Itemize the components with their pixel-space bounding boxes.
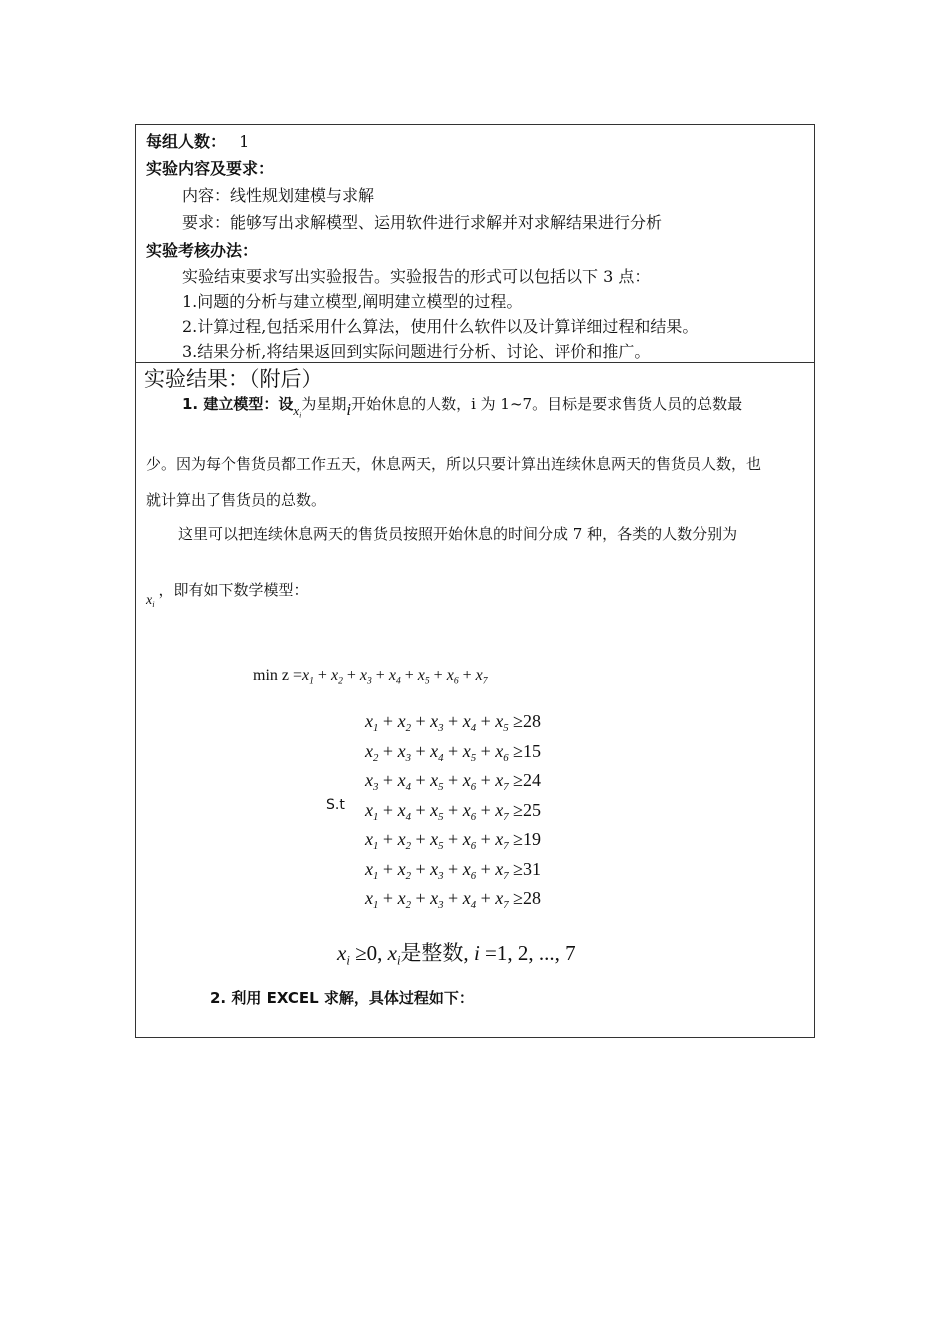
constraint-var: $x_5$: [462, 740, 477, 764]
constraint-var: $x_7$: [495, 888, 509, 911]
constraint-var: $x_5$: [430, 799, 444, 823]
constraint-var: $x_1$: [365, 829, 379, 852]
st-label: S.t: [326, 797, 345, 813]
excel-heading: 2. 利用 EXCEL 求解，具体过程如下：: [210, 989, 474, 1007]
results-heading: 实验结果：（附后）: [144, 367, 323, 391]
model-line-4: 这里可以把连续休息两天的售货员按照开始休息的时间分成 7 种，各类的人数分别为: [178, 525, 738, 543]
constraint-var: $x_7$: [495, 799, 509, 823]
plus-sign: +: [476, 858, 496, 879]
plus-sign: +: [443, 829, 463, 849]
plus-sign: +: [410, 740, 431, 761]
constraint-row: [365, 741, 541, 764]
constraint-var: $x_2$: [397, 711, 411, 734]
model-line-1-tail: 开始休息的人数，i 为 1~7。目标是要求售货人员的总数最: [351, 395, 743, 413]
objective-vars: [302, 667, 488, 687]
constraint-var: $x_6$: [462, 799, 477, 823]
requirements-heading: 实验内容及要求：: [146, 159, 275, 178]
plus-sign: +: [342, 667, 360, 684]
constraint-row: [365, 711, 541, 734]
domain-nonneg: ≥0,: [355, 941, 383, 965]
objective-prefix: min z =: [253, 667, 303, 684]
plus-sign: +: [443, 770, 463, 790]
plus-sign: +: [378, 829, 398, 849]
plus-sign: +: [378, 711, 398, 731]
objective-var: $x_5$: [417, 667, 430, 687]
plus-sign: +: [378, 799, 398, 820]
constraint-var: $x_4$: [462, 888, 477, 911]
constraint-rhs: ≥19: [508, 829, 542, 849]
plus-sign: +: [429, 667, 447, 684]
assessment-point-2: 2.计算过程,包括采用什么算法，使用什么软件以及计算详细过程和结果。: [182, 317, 699, 336]
model-label: 1. 建立模型: [182, 395, 264, 413]
plus-sign: +: [410, 829, 431, 849]
assessment-intro: 实验结束要求写出实验报告。实验报告的形式可以包括以下 3 点：: [182, 267, 651, 286]
constraint-rhs: ≥24: [508, 770, 542, 790]
domain-x1: x: [337, 941, 347, 965]
var-x-sub: i: [299, 410, 302, 420]
plus-sign: +: [378, 888, 398, 908]
constraint-var: $x_2$: [397, 858, 411, 882]
constraint-var: $x_2$: [397, 829, 411, 852]
domain-range: =1, 2, ..., 7: [485, 941, 576, 965]
var-xi-letter: x: [146, 593, 153, 608]
requirements-content: 内容：线性规划建模与求解: [182, 186, 375, 205]
constraint-var: $x_3$: [365, 770, 379, 793]
constraint-var: $x_6$: [462, 829, 477, 852]
constraint-var: $x_5$: [495, 711, 509, 734]
constraint-var: $x_7$: [495, 770, 509, 793]
var-xi-sub: i: [152, 599, 155, 609]
constraint-row: [365, 800, 541, 823]
constraint-var: $x_7$: [495, 858, 509, 882]
variable-domain: [337, 937, 576, 968]
plus-sign: +: [476, 888, 496, 908]
constraint-row: [365, 770, 541, 793]
assessment-point-1: 1.问题的分析与建立模型,阐明建立模型的过程。: [182, 292, 523, 311]
constraint-var: $x_6$: [462, 770, 477, 793]
requirements-detail: 要求：能够写出求解模型、运用软件进行求解并对求解结果进行分析: [182, 213, 663, 232]
assessment-heading: 实验考核办法：: [146, 241, 259, 260]
plus-sign: +: [378, 858, 398, 879]
objective-var: $x_7$: [475, 667, 488, 687]
constraint-var: $x_2$: [397, 888, 411, 911]
constraint-var: $x_4$: [430, 740, 444, 764]
var-x-letter: x: [293, 403, 300, 418]
plus-sign: +: [443, 799, 463, 820]
plus-sign: +: [400, 667, 418, 684]
var-i: i: [346, 400, 352, 419]
group-size-value: 1: [239, 132, 250, 151]
plus-sign: +: [410, 888, 431, 908]
constraint-var: $x_4$: [397, 799, 411, 823]
constraint-rhs: ≥31: [508, 858, 542, 879]
var-x: [293, 403, 301, 418]
plus-sign: +: [410, 858, 431, 879]
objective-var: $x_2$: [330, 667, 343, 687]
domain-integer: 是整数,: [400, 941, 469, 965]
objective-var: $x_6$: [446, 667, 459, 687]
assessment-point-3: 3.结果分析,将结果返回到实际问题进行分析、讨论、评价和推广。: [182, 342, 651, 361]
plus-sign: +: [410, 711, 431, 731]
plus-sign: +: [443, 711, 463, 731]
objective-var: $x_3$: [359, 667, 372, 687]
model-line-3: 就计算出了售货员的总数。: [146, 491, 327, 509]
model-line-5: [146, 579, 309, 609]
plus-sign: +: [458, 667, 476, 684]
constraint-var: $x_5$: [430, 770, 444, 793]
plus-sign: +: [443, 858, 463, 879]
constraint-rhs: ≥15: [508, 740, 542, 761]
plus-sign: +: [476, 799, 496, 820]
model-colon: ：设: [263, 395, 294, 413]
group-size-line: [146, 129, 249, 152]
report-frame: [135, 124, 815, 1038]
constraint-var: $x_1$: [365, 858, 379, 882]
model-line-2: 少。因为每个售货员都工作五天，休息两天，所以只要计算出连续休息两天的售货员人数，也: [146, 455, 762, 473]
constraint-var: $x_4$: [397, 770, 411, 793]
constraint-var: $x_1$: [365, 799, 379, 823]
constraint-var: $x_2$: [365, 740, 379, 764]
plus-sign: +: [476, 740, 496, 761]
plus-sign: +: [378, 740, 398, 761]
plus-sign: +: [410, 770, 431, 790]
constraint-var: $x_7$: [495, 829, 509, 852]
var-xi: [146, 593, 155, 608]
objective-function: [253, 667, 488, 686]
plus-sign: +: [378, 770, 398, 790]
domain-x2: x: [387, 941, 397, 965]
domain-x1-sub: i: [346, 953, 350, 968]
plus-sign: +: [476, 770, 496, 790]
plus-sign: +: [371, 667, 389, 684]
constraint-var: $x_6$: [462, 858, 477, 882]
plus-sign: +: [443, 888, 463, 908]
constraint-var: $x_1$: [365, 711, 379, 734]
domain-i: i: [473, 941, 480, 965]
constraint-var: $x_1$: [365, 888, 379, 911]
plus-sign: +: [476, 829, 496, 849]
plus-sign: +: [410, 799, 431, 820]
constraint-var: $x_3$: [397, 740, 411, 764]
constraint-var: $x_3$: [430, 888, 444, 911]
group-size-label: 每组人数：: [146, 132, 227, 151]
constraint-rhs: ≥28: [508, 888, 542, 908]
weekday-text: 为星期: [301, 395, 347, 413]
constraint-row: [365, 888, 541, 911]
model-line-5-tail: ，即有如下数学模型：: [158, 581, 309, 599]
constraint-rhs: ≥28: [508, 711, 542, 731]
domain-x2-sub: i: [396, 953, 401, 968]
objective-var: $x_4$: [388, 667, 401, 687]
constraint-row: [365, 859, 541, 882]
constraint-var: $x_4$: [462, 711, 477, 734]
objective-var: $x_1$: [302, 667, 314, 687]
model-line-1: [182, 393, 743, 420]
plus-sign: +: [443, 740, 463, 761]
constraint-row: [365, 829, 541, 852]
constraint-var: $x_5$: [430, 829, 444, 852]
plus-sign: +: [476, 711, 496, 731]
constraint-var: $x_3$: [430, 711, 444, 734]
constraint-var: $x_3$: [430, 858, 444, 882]
constraint-var: $x_6$: [495, 740, 509, 764]
constraint-rhs: ≥25: [508, 799, 542, 820]
plus-sign: +: [313, 667, 331, 684]
